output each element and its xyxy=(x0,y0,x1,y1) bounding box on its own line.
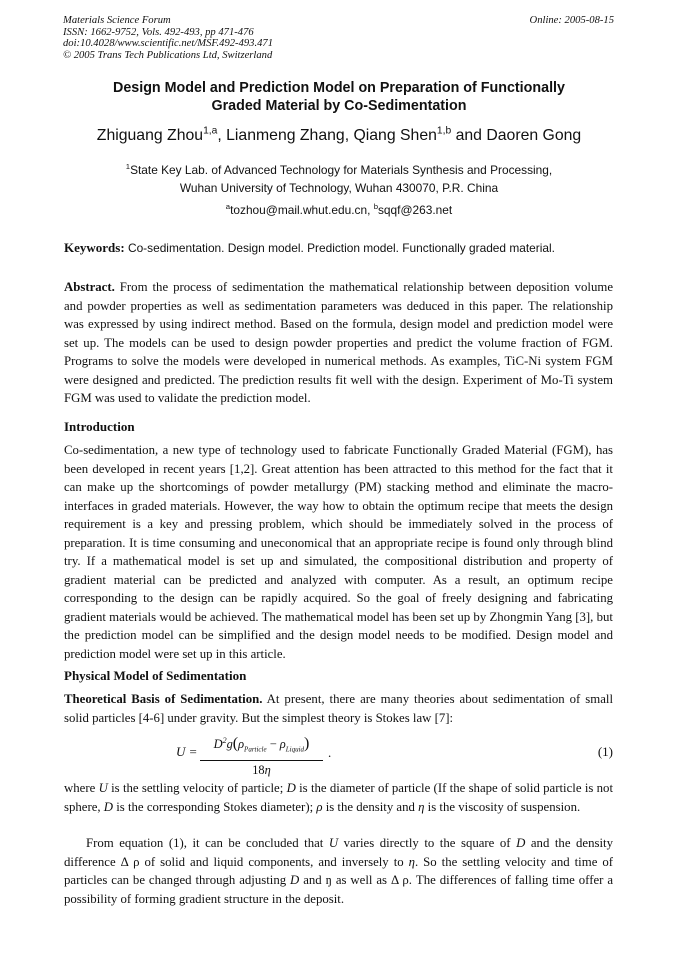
email-line xyxy=(40,202,638,218)
introduction-heading: Introduction xyxy=(64,419,135,434)
author-2-3: , Lianmeng Zhang, Qiang Shen xyxy=(217,127,437,144)
var-delta-rho: Δ ρ xyxy=(120,854,140,869)
paper-title xyxy=(60,80,618,115)
eq-g: g xyxy=(226,737,233,752)
conclusion-text-3: and the density difference xyxy=(64,836,613,869)
equation-denominator xyxy=(200,763,323,778)
doi-line[interactable]: doi:10.4028/www.scientific.net/MSF.492-493.471 xyxy=(63,38,273,50)
introduction-paragraph: Co-sedimentation, a new type of technology used to fabricate Functionally Graded Material (FGM), has been developed in recent years [1,2]. Great attention has been attracted to this method for the fact that it can make up the shortcomings of powder metallurgy (PM) stacking method and eliminate the macro-interfaces in graded materials. However, the way how to obtain the optimum recipe that meets the design requirement is a key and pressing problem, which should be immediately solved in the process of preparation. It is time consuming and uneconomical that an appropriate recipe is found only through blind try. If a mathematical model is set up and simulated, the compositional distribution and property of gradient material can be predicted and analyzed with computer. As a result, an optimum recipe corresponding to the design can be rapidly acquired. So the goal of freely designing and fabricating gradient materials would be achieved. The mathematical model has been set up by Zhongmin Yang [3], but the prediction model can be simplified and the design model needs to be modified. Design model and prediction model were set up in this article. xyxy=(64,443,613,661)
author-1: Zhiguang Zhou xyxy=(96,127,204,144)
eq-rho-2: ρ xyxy=(279,737,286,752)
conclusion-text-6: and ŋ as well as xyxy=(299,873,391,887)
explanation-text-1: where xyxy=(64,781,99,795)
equation-number: (1) xyxy=(597,744,613,759)
var-D-3: D xyxy=(516,836,526,850)
eq-sub-liquid: Liquid xyxy=(285,745,305,754)
conclusion-text-5: . So the settling velocity and time of particles can be changed through adjusting xyxy=(64,854,614,887)
author-3-affil: 1,b xyxy=(436,125,452,137)
affiliation xyxy=(40,161,638,197)
online-date: Online: 2005-08-15 xyxy=(529,15,614,26)
title-line-1: Design Model and Prediction Model on Preparation of Functionally xyxy=(113,80,565,96)
var-eta: η xyxy=(418,799,425,814)
affiliation-marker: 1 xyxy=(125,162,131,172)
var-D: D xyxy=(286,781,296,795)
conclusion-paragraph xyxy=(64,834,613,908)
explanation-text-5: is the density and xyxy=(322,799,419,814)
eq-rho-1: ρ xyxy=(238,737,245,752)
eq-eta: η xyxy=(264,762,271,777)
fraction-bar xyxy=(200,760,323,761)
issn-line: ISSN: 1662-9752, Vols. 492-493, pp 471-476 xyxy=(63,26,254,38)
var-delta-rho-2: Δ ρ xyxy=(390,873,409,887)
affiliation-line-2: Wuhan University of Technology, Wuhan 430070, P.R. China xyxy=(179,181,499,195)
keywords-label: Keywords: xyxy=(64,240,125,255)
email-b[interactable]: sqqf@263.net xyxy=(377,203,453,217)
email-a-marker: a xyxy=(225,202,231,212)
var-eta-2: η xyxy=(408,854,415,869)
explanation-text-4: is the corresponding Stokes diameter); xyxy=(113,799,317,814)
theoretical-basis-label: Theoretical Basis of Sedimentation. xyxy=(64,692,263,706)
conclusion-text-2: varies directly to the square of xyxy=(338,836,517,850)
author-list xyxy=(40,126,638,145)
conclusion-text-1: From equation (1), it can be concluded that xyxy=(86,836,329,850)
eq-close-paren: ) xyxy=(304,735,310,753)
author-4: and Daoren Gong xyxy=(451,127,582,144)
theoretical-basis-text: At present, there are many theories about sedimentation of small solid particles [4-6] under gravity. But the simplest theory is Stokes law [7]: xyxy=(64,692,613,725)
title-line-2: Graded Material by Co-Sedimentation xyxy=(211,97,467,114)
stokes-equation xyxy=(64,732,613,777)
affiliation-line-1: State Key Lab. of Advanced Technology for Materials Synthesis and Processing, xyxy=(130,163,553,177)
var-rho: ρ xyxy=(316,799,323,814)
conclusion-text-7: . The differences of falling time offer a possibility of forming gradient structure in the deposit. xyxy=(64,873,614,906)
eq-D: D xyxy=(213,737,223,752)
abstract-label: Abstract. xyxy=(64,280,115,294)
var-U: U xyxy=(98,781,108,795)
equation-lhs: U = xyxy=(176,744,198,759)
abstract xyxy=(64,278,613,408)
theoretical-basis-paragraph xyxy=(64,690,613,727)
explanation-text-6: is the viscosity of suspension. xyxy=(424,799,581,814)
eq-open-paren: ( xyxy=(232,735,239,753)
conclusion-text-4: of solid and liquid components, and inversely to xyxy=(139,854,409,869)
physical-model-heading: Physical Model of Sedimentation xyxy=(64,668,247,683)
eq-den-number: 18 xyxy=(252,762,265,777)
equation-period: . xyxy=(328,745,332,760)
var-D-4: D xyxy=(290,873,300,887)
eq-sub-particle: Particle xyxy=(244,745,267,754)
equation-fraction xyxy=(200,732,323,778)
journal-name: Materials Science Forum xyxy=(63,15,171,26)
eq-exponent: 2 xyxy=(222,736,227,745)
email-a[interactable]: tozhou@mail.whut.edu.cn xyxy=(230,203,368,217)
eq-minus: − xyxy=(266,737,280,752)
author-1-affil: 1,a xyxy=(203,125,218,137)
keywords xyxy=(64,240,624,256)
var-D-2: D xyxy=(103,799,114,814)
variable-explanation-paragraph xyxy=(64,779,613,816)
email-b-marker: b xyxy=(373,202,378,212)
email-separator: , xyxy=(367,203,374,217)
explanation-text-3: is the diameter of particle (If the shape of solid particle is not sphere, xyxy=(64,781,614,814)
journal-header xyxy=(63,15,273,61)
copyright-line: © 2005 Trans Tech Publications Ltd, Switzerland xyxy=(63,49,273,61)
abstract-text: From the process of sedimentation the mathematical relationship between deposition volume and powder properties as well as sedimentation parameters was deduced in this paper. The relationship was expressed by using indirect method. Based on the formula, design model and prediction model were set up. The models can be used to design powder properties and predict the volume fraction of FGM. Programs to solve the models were developed in numerical methods. As examples, TiC-Ni system FGM were designed and predicted. The prediction results fit well with the design. Experiment of Mo-Ti system FGM was used to validate the prediction model. xyxy=(64,280,613,405)
equation-numerator xyxy=(200,732,323,759)
explanation-text-2: is the settling velocity of particle; xyxy=(107,781,287,795)
keywords-text: Co-sedimentation. Design model. Prediction model. Functionally graded material. xyxy=(124,241,555,255)
var-U-2: U xyxy=(328,836,339,850)
